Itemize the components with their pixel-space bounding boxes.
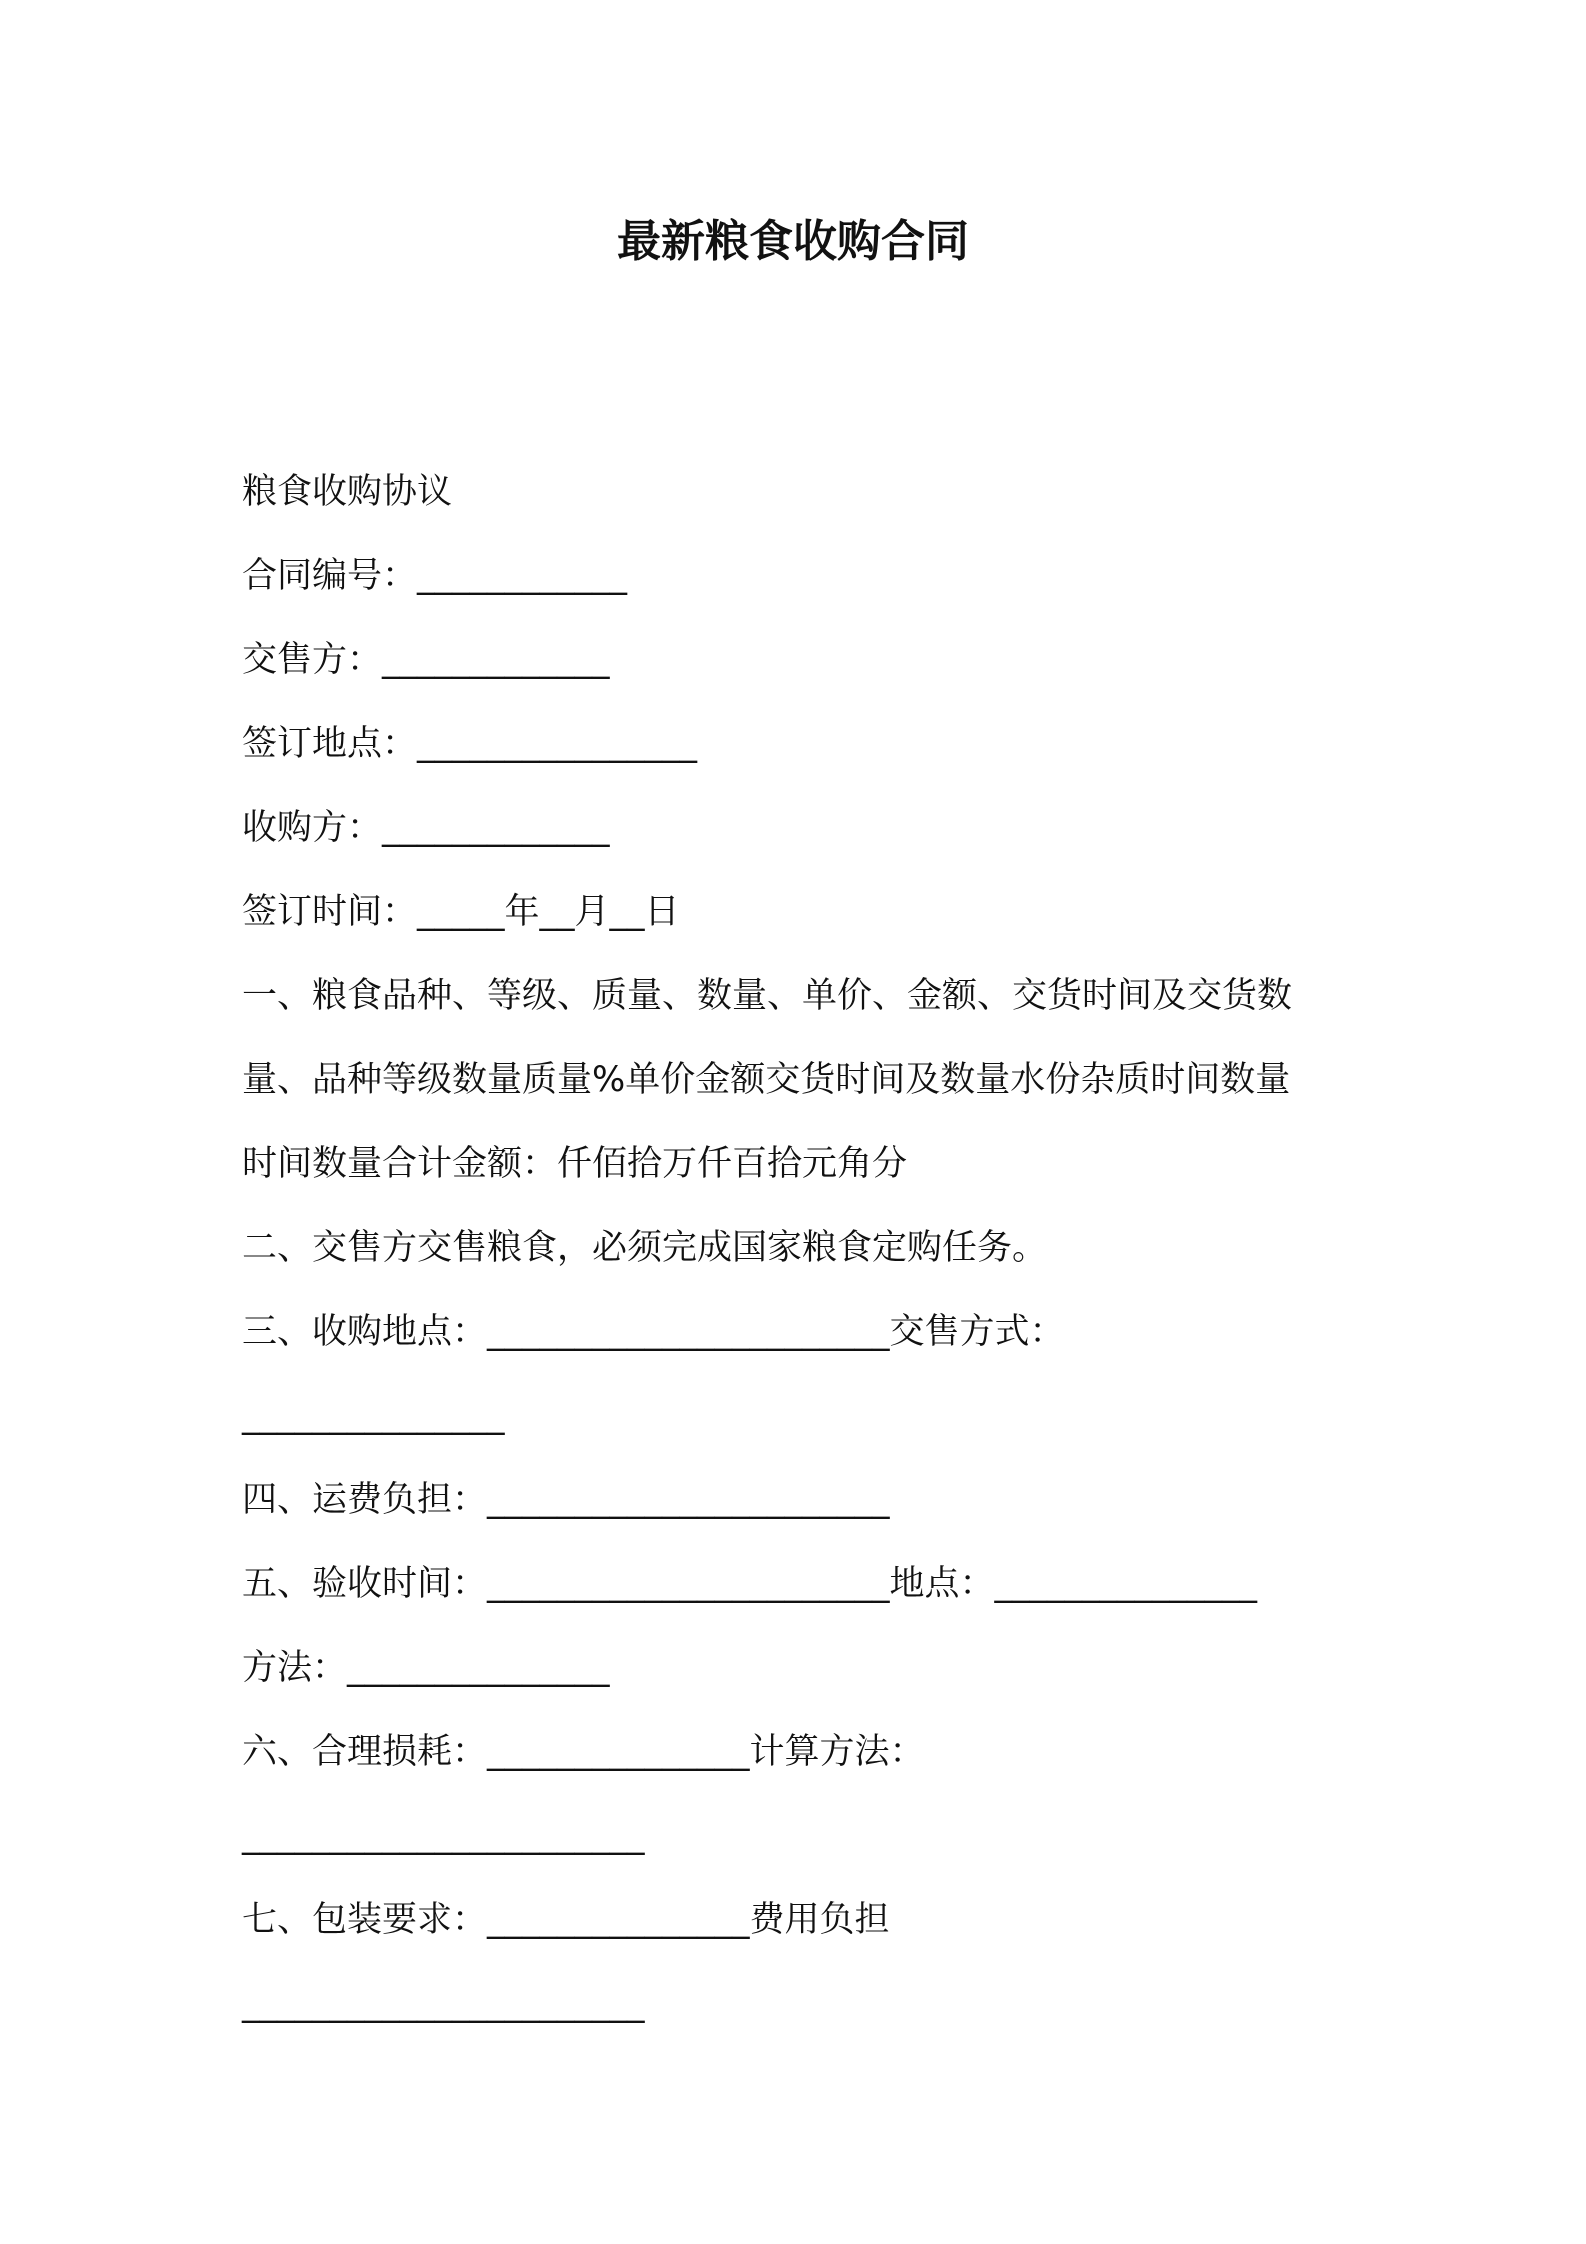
clause-3-line-2: _______________ <box>242 1396 505 1436</box>
buyer-line: 收购方：_____________ <box>242 808 610 848</box>
contract-number-line: 合同编号：____________ <box>242 556 628 596</box>
clause-1-line-1: 一、粮食品种、等级、质量、数量、单价、金额、交货时间及交货数 <box>242 976 1293 1016</box>
clause-3-line-1: 三、收购地点：_______________________交售方式： <box>242 1312 1065 1352</box>
clause-7-line-2: _______________________ <box>242 1984 645 2024</box>
signing-date-line: 签订时间：_____年__月__日 <box>242 892 680 932</box>
clause-6-line-2: _______________________ <box>242 1816 645 1856</box>
clause-1-line-2: 量、品种等级数量质量%单价金额交货时间及数量水份杂质时间数量 <box>242 1060 1291 1100</box>
signing-place-line: 签订地点：________________ <box>242 724 698 764</box>
clause-6-line-1: 六、合理损耗：_______________计算方法： <box>242 1732 925 1772</box>
clause-5-line-1: 五、验收时间：_______________________地点：_______________ <box>242 1564 1258 1604</box>
clause-1-line-3: 时间数量合计金额：仟佰拾万仟百拾元角分 <box>242 1144 908 1184</box>
clause-7-line-1: 七、包装要求：_______________费用负担 <box>242 1900 890 1940</box>
clause-2-line: 二、交售方交售粮食，必须完成国家粮食定购任务。 <box>242 1228 1048 1268</box>
clause-4-line: 四、运费负担：_______________________ <box>242 1480 890 1520</box>
clause-5-line-2: 方法：_______________ <box>242 1648 610 1688</box>
subtitle-line: 粮食收购协议 <box>242 472 453 512</box>
seller-line: 交售方：_____________ <box>242 640 610 680</box>
document-title: 最新粮食收购合同 <box>617 216 969 267</box>
document-body <box>242 450 1362 2046</box>
